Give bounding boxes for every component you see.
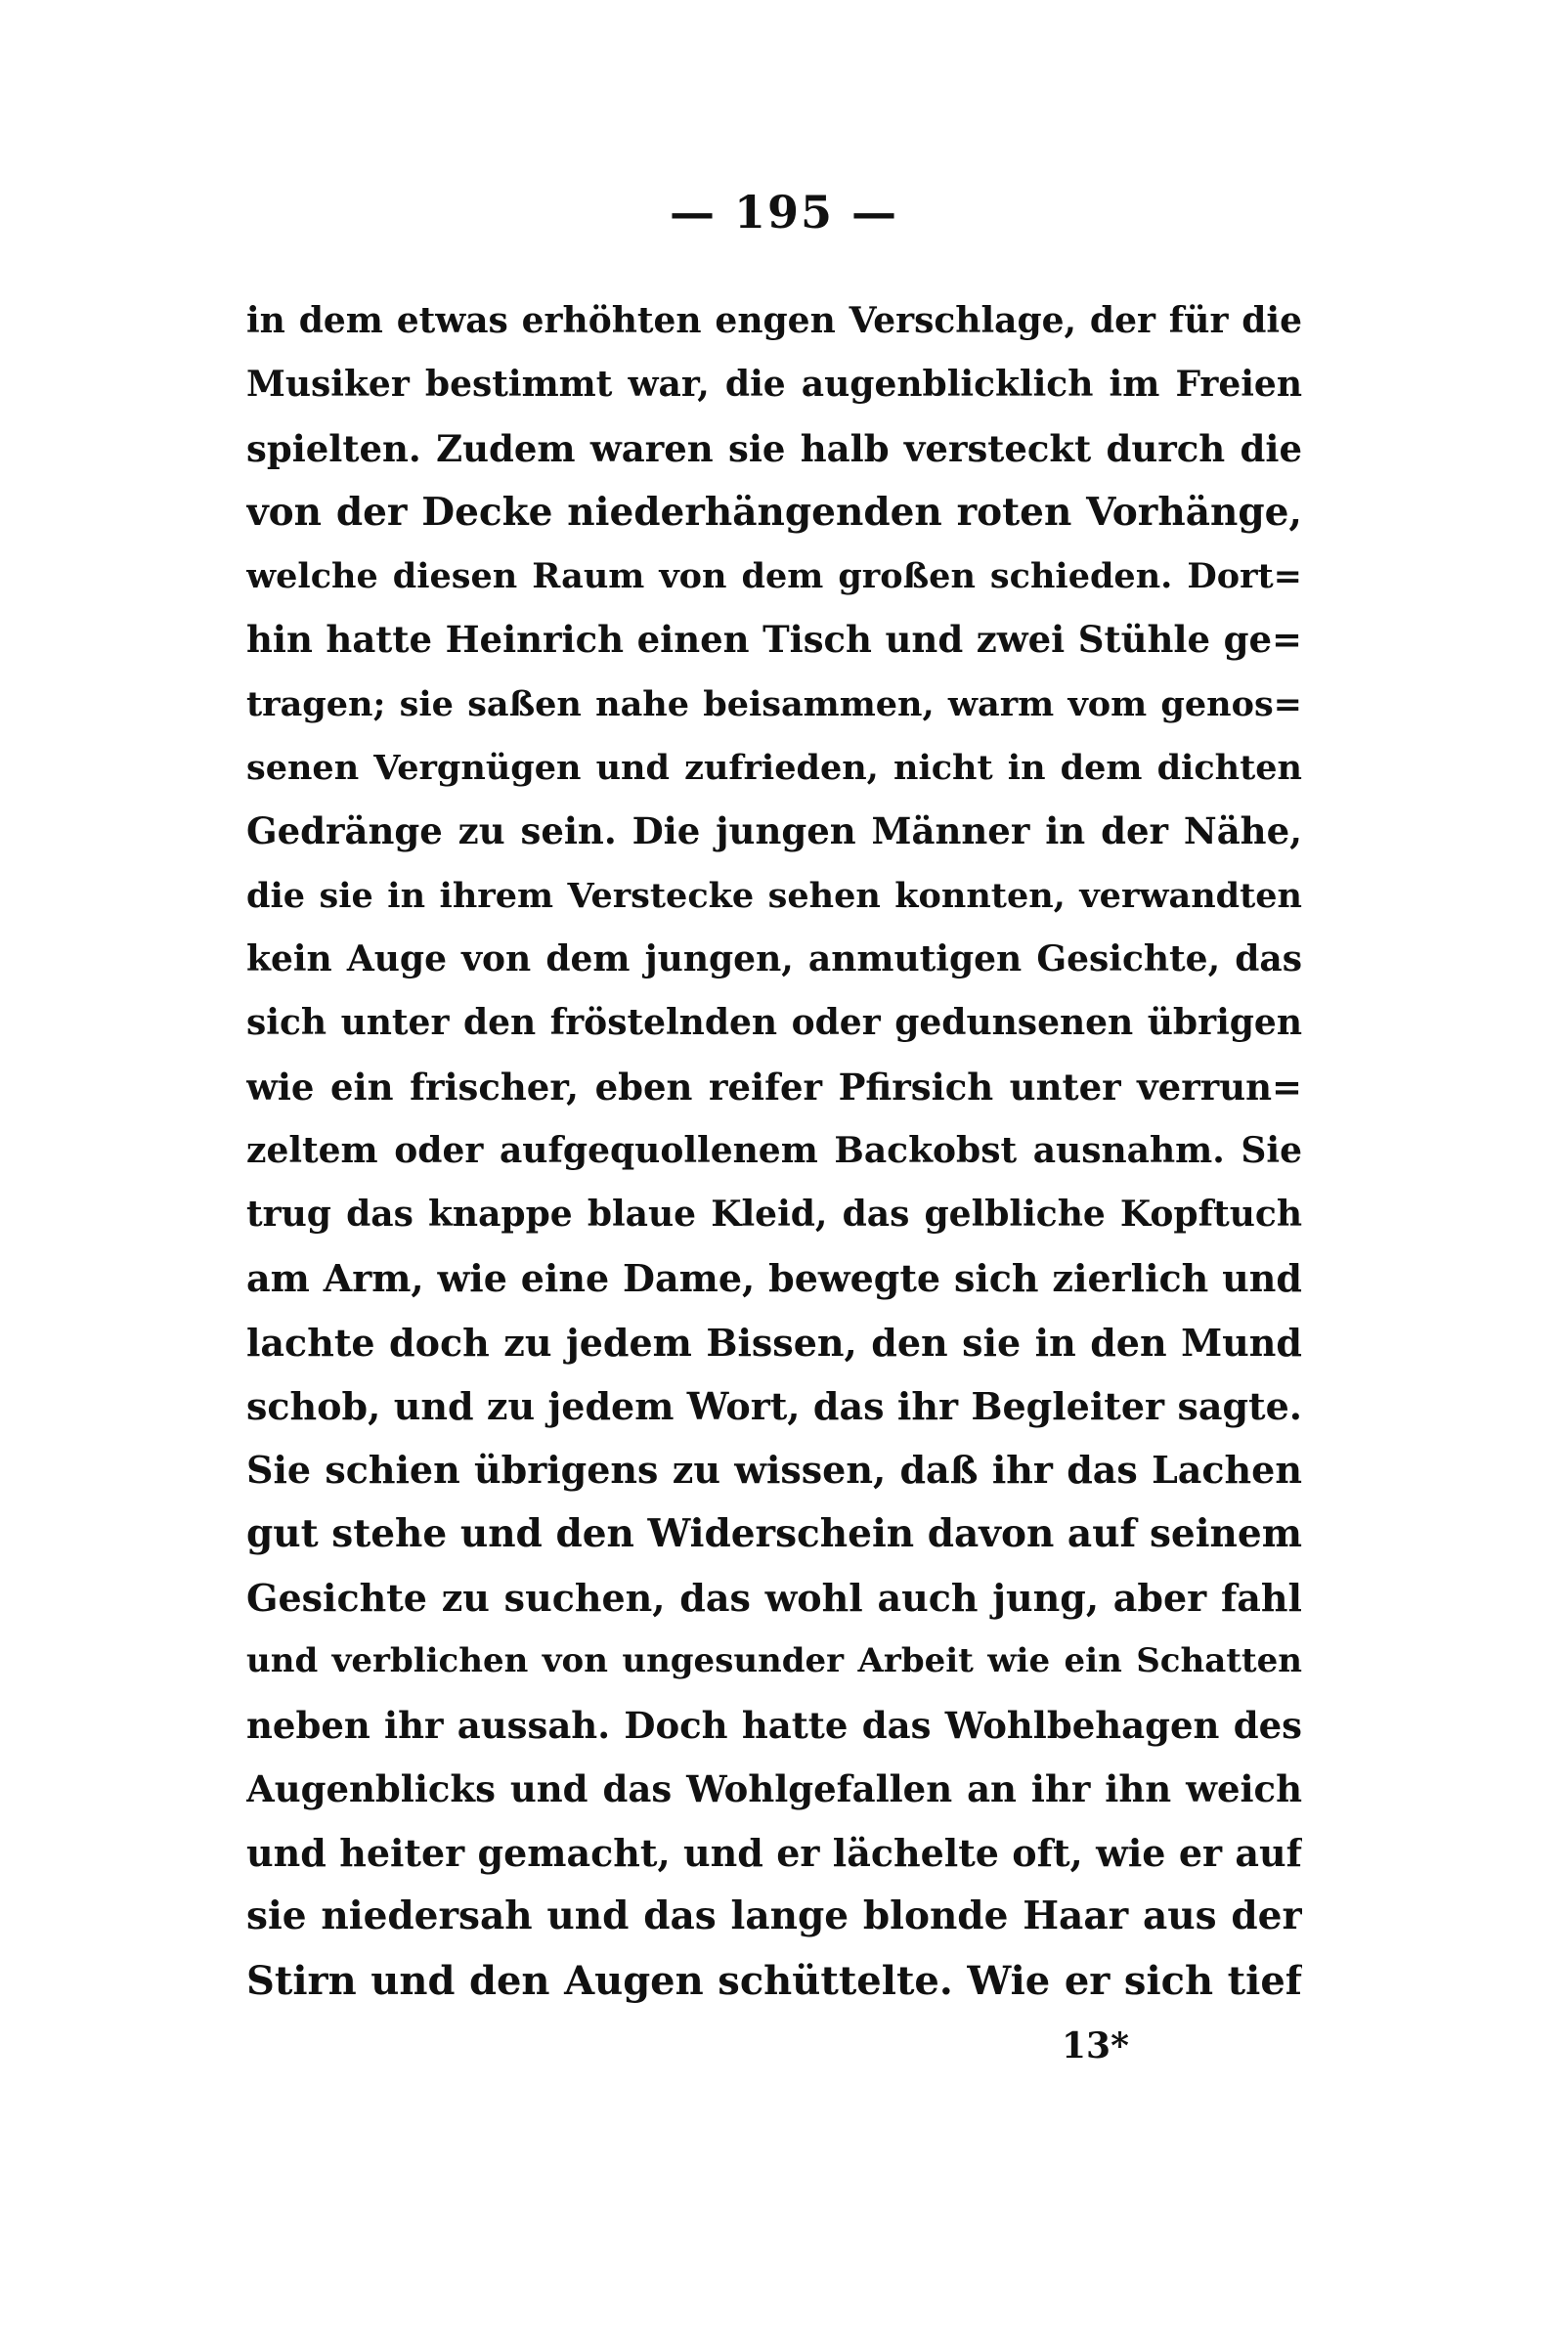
page-number: — 195 — [669,186,899,239]
text-line: und verblichen von ungesunder Arbeit wie ein Schatten [246,1641,1302,1681]
text-line: wie ein frischer, eben reifer Pfirsich unter verrun= [246,1065,1302,1109]
text-line: Gesichte zu suchen, das wohl auch jung, aber fahl [246,1575,1302,1620]
text-line: Musiker bestimmt war, die augenblicklich im Freien [246,364,1302,406]
text-line: zeltem oder aufgequollenem Backobst ausnahm. Sie [246,1129,1302,1171]
text-line: in dem etwas erhöhten engen Verschlage, der für die [246,300,1302,341]
text-line: Sie schien übrigens zu wissen, daß ihr das Lachen [246,1448,1302,1493]
text-line: und heiter gemacht, und er lächelte oft, wie er auf [246,1831,1302,1876]
body-text [246,289,1302,2013]
text-line: neben ihr aussah. Doch hatte das Wohlbehagen des [246,1703,1302,1747]
text-line: kein Auge von dem jungen, anmutigen Gesichte, das [246,937,1302,979]
text-line: senen Vergnügen und zufrieden, nicht in dem dichten [246,748,1302,789]
text-line: die sie in ihrem Verstecke sehen konnten, verwandten [246,875,1302,916]
text-line: welche diesen Raum von dem großen schieden. Dort= [246,556,1302,597]
text-line: spielten. Zudem waren sie halb versteckt durch die [246,426,1302,470]
text-line: am Arm, wie eine Dame, bewegte sich zierlich und [246,1256,1302,1301]
text-line: von der Decke niederhängenden roten Vorhänge, [246,489,1302,535]
text-line: schob, und zu jedem Wort, das ihr Begleiter sagte. [246,1384,1302,1429]
signature-mark: 13* [1062,2025,1129,2066]
text-line: tragen; sie saßen nahe beisammen, warm vom genos= [246,683,1302,724]
text-line: Augenblicks und das Wohlgefallen an ihr ihn weich [246,1766,1302,1810]
text-line: sie niedersah und das lange blonde Haar aus der [246,1893,1302,1939]
text-line: hin hatte Heinrich einen Tisch und zwei Stühle ge= [246,618,1302,662]
text-line: Gedränge zu sein. Die jungen Männer in der Nähe, [246,809,1302,853]
text-line: trug das knappe blaue Kleid, das gelbliche Kopftuch [246,1194,1302,1236]
text-line: gut stehe und den Widerschein davon auf seinem [246,1510,1302,1556]
text-line: lachte doch zu jedem Bissen, den sie in den Mund [246,1320,1302,1365]
text-line: sich unter den fröstelnden oder gedunsenen übrigen [246,1002,1302,1044]
text-line: Stirn und den Augen schüttelte. Wie er sich tief [246,1957,1302,2004]
